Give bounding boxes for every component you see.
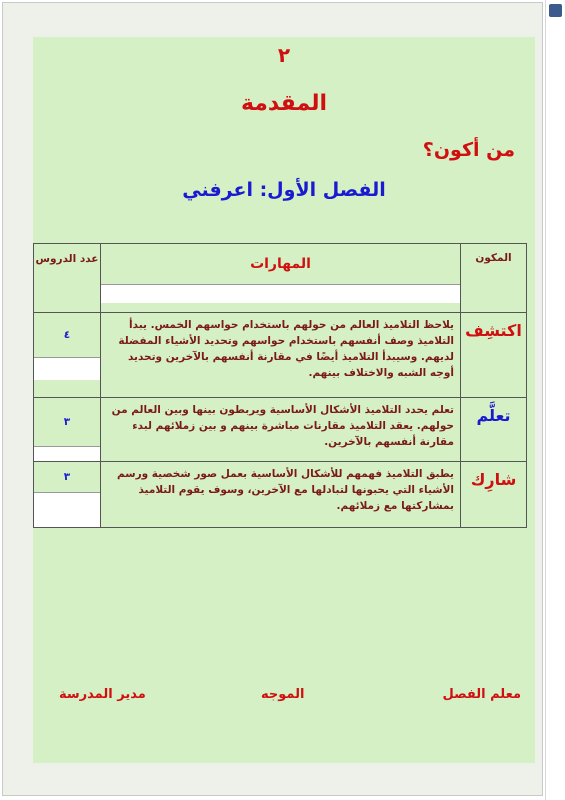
row-skills-learn: تعلم يحدد التلاميذ الأشكال الأساسية ويربطون بينها وبين العالم من حولهم. يعقد التلاميذ مقارنات مباشرة بينهم و بين زملائهم لبدء مقارنة أنفسهم بالآخرين. [101,398,461,462]
row-skills-discover: يلاحظ التلاميذ العالم من حولهم باستخدام حواسهم الخمس. يبدأ التلاميذ وصف أنفسهم باستخدام حواسهم وتحديد الأشياء المفضلة لديهم. وسيبدأ التلاميذ أيضًا في مقارنة أنفسهم بالآخرين وتحديد أوجه الشبه والاختلاف بينهم. [101,313,461,398]
unit-question: من أكون؟ [422,139,515,161]
row-lessons-share: ٣ [63,471,71,483]
row-lessons-learn-blank [34,446,100,461]
row-component-learn: تعلَّم [461,398,527,462]
row-lessons-discover-blank [34,357,100,380]
table-row [34,398,527,462]
skills-table [33,243,527,528]
row-lessons-discover-cell [34,313,101,398]
signature-line [33,687,535,711]
row-lessons-learn: ٣ [63,416,71,428]
side-watermark-text [550,22,561,782]
document-page [33,37,535,763]
side-logo-icon [549,4,562,17]
row-lessons-discover: ٤ [63,329,71,341]
intro-title: المقدمة [240,91,328,116]
table-row [34,462,527,528]
row-component-discover: اكتشِف [461,313,527,398]
chapter-title: الفصل الأول: اعرفني [182,179,386,201]
header-skills-cell [101,244,461,313]
row-lessons-share-cell [34,462,101,528]
row-lessons-share-blank [34,492,100,527]
header-skills-blank [101,284,460,303]
header-skills: المهارات [250,256,311,272]
signature-teacher: معلم الفصل [442,687,521,702]
side-strip [545,0,565,800]
header-component: المكون [461,244,527,313]
table-header-row [34,244,527,313]
row-lessons-learn-cell [34,398,101,462]
row-component-share: شارِك [461,462,527,528]
row-skills-share: يطبق التلاميذ فهمهم للأشكال الأساسية بعمل صور شخصية ورسم الأشياء التي يحبونها لتبادلها مع الآخرين، وسوف يقوم التلاميذ بمشاركتها مع زملائهم. [101,462,461,528]
header-lessons-count: عدد الدروس [34,244,101,313]
document-frame [2,2,543,796]
table-row [34,313,527,398]
page-number: ٢ [277,43,291,67]
signature-supervisor: الموجه [261,687,305,702]
signature-principal: مدير المدرسة [59,687,146,702]
